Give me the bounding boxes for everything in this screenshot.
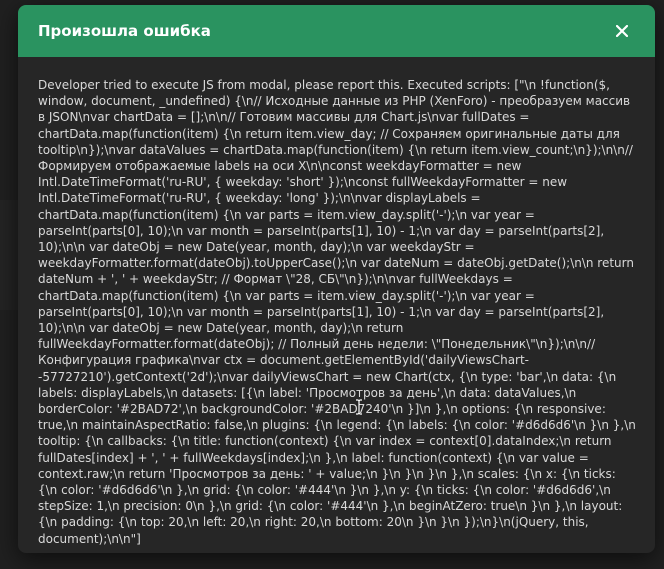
close-icon	[616, 25, 628, 37]
dialog-header	[18, 5, 655, 57]
dialog-title: Произошла ошибка	[38, 22, 211, 40]
text-cursor-icon	[355, 399, 363, 415]
close-button[interactable]	[609, 18, 635, 44]
error-message: Developer tried to execute JS from modal, please report this. Executed scripts: ["\n !function($, window, document, _undefined) {\n// Исходные данные из PHP (XenForo) - преобразуем массив в JSON\nvar chartData = [];\n\n// Готовим массивы для Chart.js\nvar fullDates = chartData.map(function(item) {\n return item.view_day; // Сохраняем оригинальные даты для tooltip\n});\nvar dataValues = chartData.map(function(item) {\n return item.view_count;\n});\n\n// Формируем отображаемые labels на оси X\n\nconst weekdayFormatter = new Intl.DateTimeFormat('ru-RU', { weekday: 'short' });\nconst fullWeekdayFormatter = new Intl.DateTimeFormat('ru-RU', { weekday: 'long' });\n\nvar displayLabels = chartData.map(function(item) {\n var parts = item.view_day.split('-');\n var year = parseInt(parts[0], 10);\n var month = parseInt(parts[1], 10) - 1;\n var day = parseInt(parts[2], 10);\n\n var dateObj = new Date(year, month, day);\n var weekdayStr = weekdayFormatter.format(dateObj).toUpperCase();\n var dateNum = dateObj.getDate();\n\n return dateNum + ', ' + weekdayStr; // Формат \"28, СБ\"\n});\n\nvar fullWeekdays = chartData.map(function(item) {\n var parts = item.view_day.split('-');\n var year = parseInt(parts[0], 10);\n var month = parseInt(parts[1], 10) - 1;\n var day = parseInt(parts[2], 10);\n\n var dateObj = new Date(year, month, day);\n return fullWeekdayFormatter.format(dateObj); // Полный день недели: \"Понедельник\"\n});\n\n// Конфигурация графика\nvar ctx = document.getElementById('dailyViewsChart--57727210').getContext('2d');\nvar dailyViewsChart = new Chart(ctx, {\n type: 'bar',\n data: {\n labels: displayLabels,\n datasets: [{\n label: 'Просмотров за день',\n data: dataValues,\n borderColor: '#2BAD72',\n backgroundColor: '#2BAD7240'\n }]\n },\n options: {\n responsive: true,\n maintainAspectRatio: false,\n plugins: {\n legend: {\n labels: {\n color: '#d6d6d6'\n }\n },\n tooltip: {\n callbacks: {\n title: function(context) {\n var index = context[0].dataIndex;\n return fullDates[index] + ', ' + fullWeekdays[index];\n },\n label: function(context) {\n var value = context.raw;\n return 'Просмотров за день: ' + value;\n }\n }\n }\n },\n scales: {\n x: {\n ticks: {\n color: '#d6d6d6'\n },\n grid: {\n color: '#444'\n }\n },\n y: {\n ticks: {\n color: '#d6d6d6',\n stepSize: 1,\n precision: 0\n },\n grid: {\n color: '#444'\n },\n beginAtZero: true\n }\n },\n layout: {\n padding: {\n top: 20,\n left: 20,\n right: 20,\n bottom: 20\n }\n }\n });\n}\n(jQuery, this, document);\n\n"]	[38, 78, 640, 546]
dialog-body	[18, 57, 655, 547]
error-dialog	[18, 5, 655, 553]
